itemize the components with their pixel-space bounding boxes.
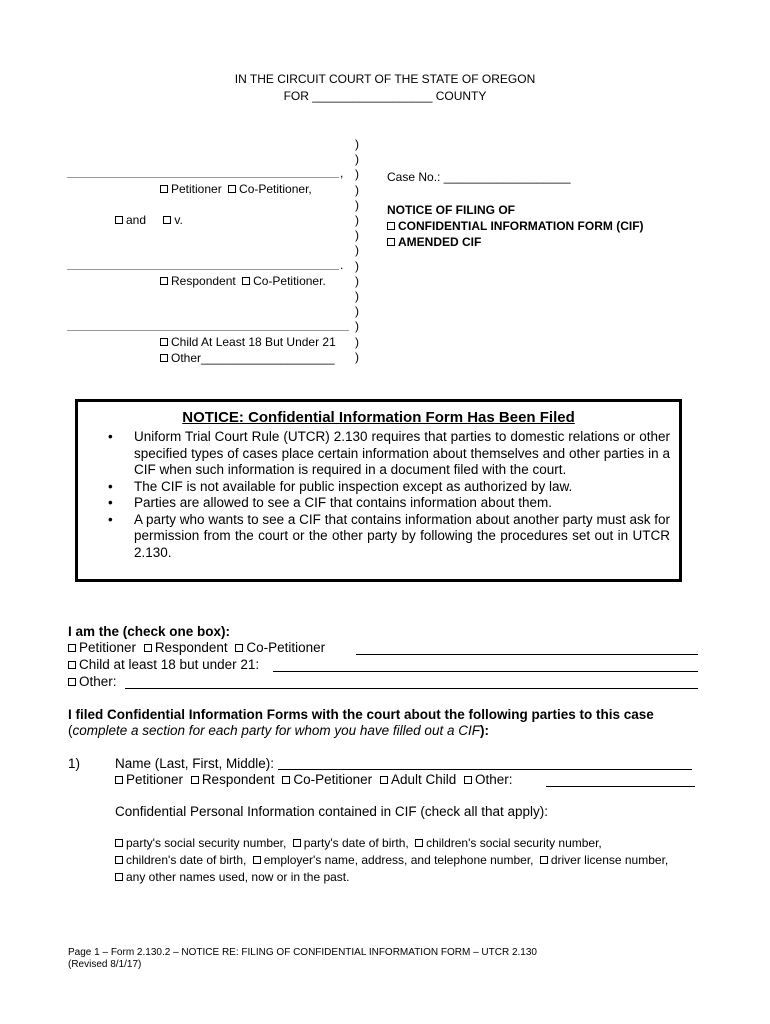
party-number: 1): [68, 756, 81, 771]
child-checkbox[interactable]: [160, 338, 168, 346]
license-checkbox[interactable]: [540, 856, 548, 864]
other-names-label: any other names used, now or in the past.: [126, 870, 350, 884]
cif-label: CONFIDENTIAL INFORMATION FORM (CIF): [398, 219, 644, 233]
caption-paren-last: ): [355, 350, 359, 364]
i-am-name-line-1[interactable]: [356, 654, 698, 655]
respondent-checkbox-row: [160, 274, 326, 288]
ssn-checkbox[interactable]: [115, 839, 123, 847]
child-dob-checkbox[interactable]: [115, 856, 123, 864]
party-other-checkbox[interactable]: [464, 776, 472, 784]
footer-line-2: (Revised 8/1/17): [68, 959, 142, 970]
v-checkbox[interactable]: [163, 216, 171, 224]
petitioner-checkbox-row: [160, 182, 312, 196]
i-am-child-label: Child at least 18 but under 21:: [79, 657, 260, 672]
and-label: and: [126, 213, 147, 227]
info-row-2: [115, 853, 668, 867]
i-am-row-2: [68, 657, 259, 672]
notice-of-filing-title: NOTICE OF FILING OF: [387, 203, 515, 217]
notice-bullet-item: [108, 479, 670, 496]
i-am-petitioner-label: Petitioner: [79, 640, 137, 655]
period: .: [340, 258, 344, 272]
respondent-label: Respondent: [171, 274, 236, 288]
i-am-other-checkbox[interactable]: [68, 678, 76, 686]
party-respondent-checkbox[interactable]: [191, 776, 199, 784]
child-ssn-label: children's social security number,: [426, 836, 602, 850]
bullet-mark: •: [108, 495, 113, 510]
and-v-row: [115, 213, 183, 227]
party-co-petitioner-label: Co-Petitioner: [293, 772, 373, 787]
party-other-line[interactable]: [546, 786, 695, 787]
option-cif-row: [387, 219, 644, 233]
party-petitioner-checkbox[interactable]: [115, 776, 123, 784]
co-petitioner-checkbox[interactable]: [228, 185, 236, 193]
info-label: Confidential Personal Information contained in CIF (check all that apply):: [115, 804, 548, 819]
i-am-respondent-checkbox[interactable]: [144, 644, 152, 652]
party-respondent-label: Respondent: [201, 772, 275, 787]
i-am-co-petitioner-checkbox[interactable]: [235, 644, 243, 652]
notice-bullet-text: Parties are allowed to see a CIF that contains information about them.: [134, 495, 552, 510]
respondent-name-line[interactable]: [67, 269, 339, 270]
notice-title: NOTICE: Confidential Information Form Has Been Filed: [182, 409, 575, 426]
i-am-name-line-3[interactable]: [125, 688, 698, 689]
child-name-line[interactable]: [67, 330, 349, 331]
dob-label: party's date of birth,: [303, 836, 409, 850]
party-name-label: Name (Last, First, Middle):: [115, 756, 275, 771]
employer-label: employer's name, address, and telephone number,: [263, 853, 534, 867]
dob-checkbox[interactable]: [293, 839, 301, 847]
amended-checkbox[interactable]: [387, 238, 395, 246]
instr-text: complete a section for each party for whom you have filled out a CIF: [72, 723, 480, 738]
petitioner-label: Petitioner: [171, 182, 222, 196]
notice-bullet-item: [108, 495, 670, 512]
notice-bullet-item: [108, 429, 670, 479]
footer-line-1: Page 1 – Form 2.130.2 – NOTICE RE: FILING OF CONFIDENTIAL INFORMATION FORM – UTCR 2.130: [68, 947, 537, 958]
case-number[interactable]: Case No.: ___________________: [387, 170, 571, 184]
option-amended-row: [387, 235, 481, 249]
i-am-other-label: Other:: [79, 674, 117, 689]
county-line: FOR __________________ COUNTY: [283, 89, 487, 103]
co-petitioner-label: Co-Petitioner,: [239, 182, 312, 196]
ssn-label: party's social security number,: [126, 836, 287, 850]
i-am-row-1: [68, 640, 325, 655]
cif-checkbox[interactable]: [387, 222, 395, 230]
filed-heading: I filed Confidential Information Forms with the court about the following parties to this case: [68, 707, 654, 722]
i-am-name-line-2[interactable]: [273, 671, 698, 672]
co-petitioner-2-label: Co-Petitioner.: [253, 274, 326, 288]
party-other-label: Other:: [475, 772, 513, 787]
i-am-petitioner-checkbox[interactable]: [68, 644, 76, 652]
caption-parens: ) ) ) ) ) ) ) ) ) ) ) ) ) ): [355, 137, 359, 349]
employer-checkbox[interactable]: [253, 856, 261, 864]
other-label: Other____________________: [171, 351, 335, 365]
and-checkbox[interactable]: [115, 216, 123, 224]
child-label: Child At Least 18 But Under 21: [171, 335, 336, 349]
child-ssn-checkbox[interactable]: [415, 839, 423, 847]
respondent-checkbox[interactable]: [160, 277, 168, 285]
party-name-line[interactable]: [278, 769, 692, 770]
party-role-row: [115, 772, 513, 787]
instr-open: (: [68, 723, 73, 738]
info-row-1: [115, 836, 602, 850]
party-adult-child-label: Adult Child: [390, 772, 457, 787]
instr-close: ):: [479, 723, 489, 738]
child-checkbox-row: [160, 335, 336, 349]
notice-bullet-text: A party who wants to see a CIF that contains information about another party must ask for permission from the court or the other party by following the procedures set out in UTCR 2.130.: [134, 511, 670, 560]
party-adult-child-checkbox[interactable]: [380, 776, 388, 784]
notice-bullet-text: The CIF is not available for public inspection except as authorized by law.: [134, 478, 573, 494]
i-am-heading: I am the (check one box):: [68, 624, 231, 639]
i-am-row-3: [68, 674, 117, 689]
bullet-mark: •: [108, 511, 113, 527]
party-petitioner-label: Petitioner: [126, 772, 184, 787]
bullet-mark: •: [108, 478, 113, 494]
party-co-petitioner-checkbox[interactable]: [282, 776, 290, 784]
other-checkbox-row: [160, 351, 335, 365]
info-row-3: [115, 870, 349, 884]
license-label: driver license number,: [550, 853, 669, 867]
filed-instructions: [68, 723, 489, 738]
petitioner-checkbox[interactable]: [160, 185, 168, 193]
other-names-checkbox[interactable]: [115, 873, 123, 881]
i-am-child-checkbox[interactable]: [68, 661, 76, 669]
notice-box: [75, 399, 682, 582]
child-dob-label: children's date of birth,: [126, 853, 247, 867]
notice-bullet-item: [108, 512, 670, 562]
court-title: IN THE CIRCUIT COURT OF THE STATE OF OREGON: [234, 72, 536, 86]
other-checkbox[interactable]: [160, 354, 168, 362]
v-label: v.: [174, 213, 183, 227]
comma: ,: [340, 166, 344, 180]
amended-label: AMENDED CIF: [398, 235, 482, 249]
i-am-co-petitioner-label: Co-Petitioner: [246, 640, 326, 655]
notice-bullet-text: Uniform Trial Court Rule (UTCR) 2.130 requires that parties to domestic relations or other specified types of cases place certain information about themselves and other parties in a CIF when such information is required in a document filed with the court.: [134, 429, 670, 477]
i-am-respondent-label: Respondent: [154, 640, 228, 655]
petitioner-name-line[interactable]: [67, 177, 339, 178]
notice-bullets: [108, 429, 670, 561]
bullet-mark: •: [108, 429, 113, 444]
co-petitioner-2-checkbox[interactable]: [242, 277, 250, 285]
